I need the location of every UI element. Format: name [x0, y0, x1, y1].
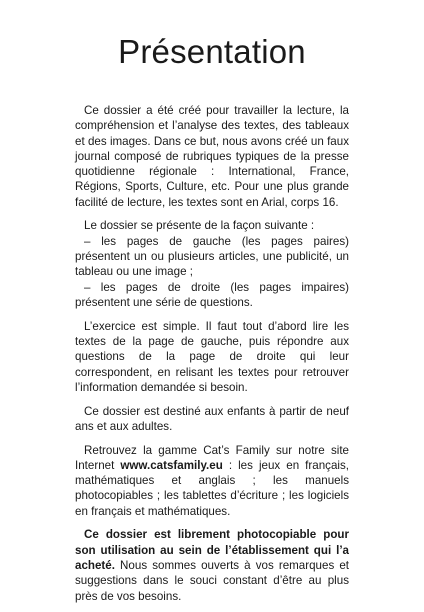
paragraph-audience: Ce dossier est destiné aux enfants à partir de neuf ans et aux adultes.	[75, 404, 349, 433]
body-text	[75, 103, 349, 612]
range-text-before: Retrouvez la gamme Cat’s Family sur notre site Internet	[75, 443, 349, 472]
paragraph-range	[75, 443, 349, 519]
structure-intro: Le dossier se présente de la façon suivante :	[84, 219, 315, 233]
paragraph-intro: Ce dossier a été créé pour travailler la lecture, la compréhension et l’analyse des textes, des tableaux et des images. Dans ce but, nous avons créé un faux journal composé de rubriques typiques de la presse quotidienne régionale : International, France, Régions, Sports, Culture, etc. Pour une plus grande facilité de lecture, les textes sont en Arial, corps 16.	[75, 104, 349, 209]
structure-item-left-pages: – les pages de gauche (les pages paires) présentent un ou plusieurs articles, une publicité, un tableau ou une image ;	[75, 234, 349, 279]
structure-item-right-pages: – les pages de droite (les pages impaires) présentent une série de questions.	[75, 280, 349, 309]
license-notice: Ce dossier est librement photocopiable pour son utilisation au sein de l’établissement qui l’a acheté.	[75, 528, 349, 572]
page-title: Présentation	[118, 33, 306, 70]
website-link[interactable]: www.catsfamily.eu	[120, 458, 223, 472]
paragraph-structure	[75, 218, 349, 310]
feedback-text: Nous sommes ouverts à vos remarques et suggestions dans le souci constant d’être au plus près de vos besoins.	[75, 558, 349, 603]
paragraph-license	[75, 527, 349, 603]
paragraph-exercise: L’exercice est simple. Il faut tout d’abord lire les textes de la page de gauche, puis répondre aux questions de la page de droite qui leur correspondent, en relisant les textes pour retrouver l’information demandée si besoin.	[75, 319, 349, 394]
range-text-after: : les jeux en français, mathématiques et anglais ; les manuels photocopiables ; les tablettes d’écriture ; les logiciels en français et mathématiques.	[75, 458, 349, 518]
